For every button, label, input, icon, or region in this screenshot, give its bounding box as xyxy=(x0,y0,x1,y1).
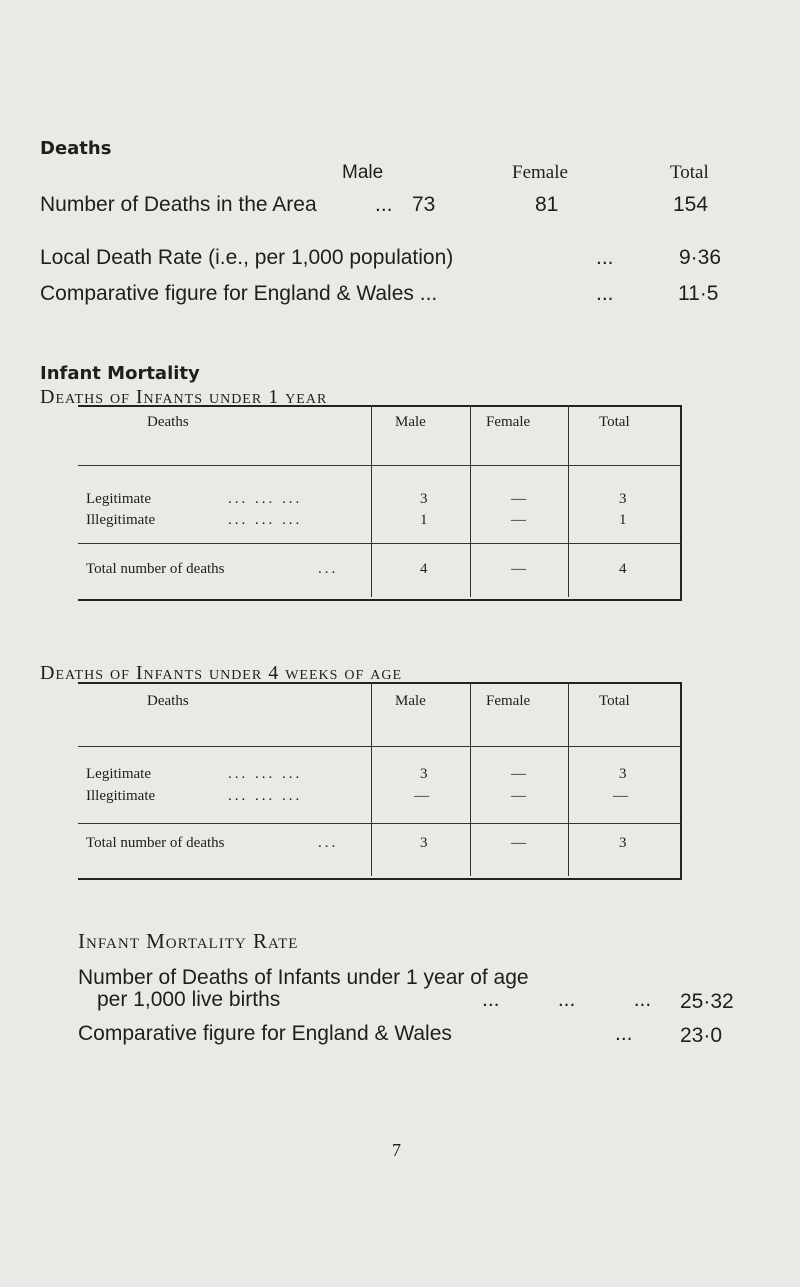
t1-total-male: 4 xyxy=(420,561,428,577)
col-total-label: Total xyxy=(670,162,709,183)
deaths-row-label: Number of Deaths in the Area xyxy=(40,193,317,216)
rate-line3: Comparative figure for England & Wales xyxy=(78,1022,452,1045)
t2-header-deaths: Deaths xyxy=(147,693,189,709)
t1-total-label: Total number of deaths xyxy=(86,561,225,577)
col-female-label: Female xyxy=(512,162,568,183)
rate-value1: 25·32 xyxy=(680,990,734,1013)
t1-total-dots: ... xyxy=(318,561,339,577)
infant-mortality-heading: Infant Mortality xyxy=(40,363,200,384)
deaths-female-value: 81 xyxy=(535,193,559,216)
t2-header-total: Total xyxy=(599,693,630,709)
rate-line1: Number of Deaths of Infants under 1 year of age xyxy=(78,966,529,989)
t2-legitimate-label: Legitimate xyxy=(86,766,151,782)
rate-line2: per 1,000 live births xyxy=(97,988,281,1011)
t1-illegitimate-total: 1 xyxy=(619,512,627,528)
t2-total-total: 3 xyxy=(619,835,627,851)
t1-header-deaths: Deaths xyxy=(147,414,189,430)
comparative-value: 11·5 xyxy=(678,282,719,305)
comparative-label: Comparative figure for England & Wales ... xyxy=(40,282,438,305)
col-male-label: Male xyxy=(342,162,384,183)
deaths-heading: Deaths xyxy=(40,138,112,159)
local-rate-label: Local Death Rate (i.e., per 1,000 population) xyxy=(40,246,454,269)
rate-line2-dots: ... ... ... xyxy=(482,988,652,1011)
deaths-row-dots: ... xyxy=(375,193,393,216)
t1-illegitimate-dots: ... ... ... xyxy=(228,512,303,528)
t1-illegitimate-male: 1 xyxy=(420,512,428,528)
t2-header-male: Male xyxy=(395,693,426,709)
t2-illegitimate-dots: ... ... ... xyxy=(228,788,303,804)
t2-illegitimate-female: — xyxy=(511,788,526,804)
t2-illegitimate-total: — xyxy=(613,788,628,804)
t1-illegitimate-label: Illegitimate xyxy=(86,512,156,528)
t1-header-female: Female xyxy=(486,414,531,430)
t1-legitimate-female: — xyxy=(511,491,526,507)
t1-header-male: Male xyxy=(395,414,426,430)
t2-total-male: 3 xyxy=(420,835,428,851)
t1-total-total: 4 xyxy=(619,561,627,577)
t2-legitimate-total: 3 xyxy=(619,766,627,782)
t2-header-female: Female xyxy=(486,693,531,709)
deaths-total-value: 154 xyxy=(673,193,709,216)
comparative-dots: ... xyxy=(596,282,614,305)
t1-legitimate-male: 3 xyxy=(420,491,428,507)
t2-illegitimate-male: — xyxy=(414,788,429,804)
table2-title: Deaths of Infants under 4 weeks of age xyxy=(40,662,403,684)
t1-legitimate-total: 3 xyxy=(619,491,627,507)
t2-legitimate-male: 3 xyxy=(420,766,428,782)
t1-legitimate-dots: ... ... ... xyxy=(228,491,303,507)
rate-line3-dots: ... xyxy=(615,1022,633,1045)
t1-header-total: Total xyxy=(599,414,630,430)
local-rate-value: 9·36 xyxy=(679,246,722,269)
local-rate-dots: ... xyxy=(596,246,614,269)
page-number: 7 xyxy=(392,1140,401,1160)
t2-total-dots: ... xyxy=(318,835,339,851)
t2-legitimate-female: — xyxy=(511,766,526,782)
t1-legitimate-label: Legitimate xyxy=(86,491,151,507)
rate-title: Infant Mortality Rate xyxy=(78,929,299,953)
t2-illegitimate-label: Illegitimate xyxy=(86,788,156,804)
t1-total-female: — xyxy=(511,561,526,577)
deaths-male-value: 73 xyxy=(412,193,436,216)
rate-value2: 23·0 xyxy=(680,1024,723,1047)
t2-total-label: Total number of deaths xyxy=(86,835,225,851)
t2-total-female: — xyxy=(511,835,526,851)
t1-illegitimate-female: — xyxy=(511,512,526,528)
t2-legitimate-dots: ... ... ... xyxy=(228,766,303,782)
table1-title: Deaths of Infants under 1 year xyxy=(40,386,328,408)
